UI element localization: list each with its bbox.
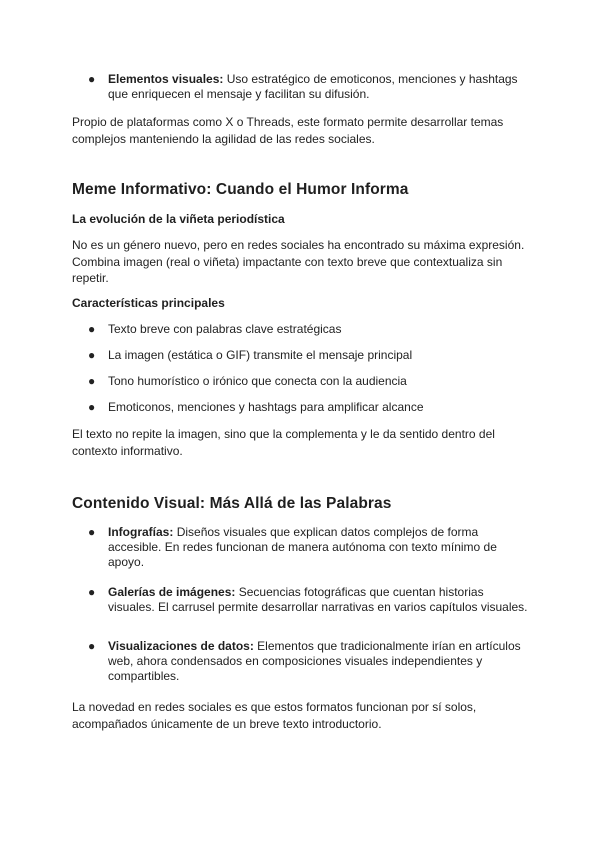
subheading-features: Características principales: [72, 296, 225, 310]
meme-paragraph: No es un género nuevo, pero en redes sociales ha encontrado su máxima expresión. Combina imagen (real o viñeta) impactante con texto breve que contextualiza sin repetir.: [72, 238, 525, 285]
item-label: Infografías:: [108, 525, 174, 539]
bullet-icon: ●: [88, 322, 96, 336]
section-heading-visual: Contenido Visual: Más Allá de las Palabras: [72, 495, 392, 512]
list-item: [72, 348, 532, 363]
visual-formats-list: [72, 525, 532, 684]
visual-closing-paragraph: La novedad en redes sociales es que estos formatos funcionan por sí solos, acompañados únicamente de un breve texto introductorio.: [72, 700, 477, 731]
subheading-evolution: La evolución de la viñeta periodística: [72, 212, 285, 226]
list-item: [72, 639, 532, 684]
bullet-icon: ●: [88, 400, 96, 414]
bullet-icon: ●: [88, 585, 96, 599]
bullet-icon: ●: [88, 374, 96, 388]
list-item: [72, 400, 532, 415]
bullet-icon: ●: [88, 348, 96, 362]
item-label: Galerías de imágenes:: [108, 585, 236, 599]
item-label: Elementos visuales:: [108, 72, 224, 86]
section-heading-meme: Meme Informativo: Cuando el Humor Informa: [72, 181, 409, 198]
item-text: Diseños visuales que explican datos complejos de forma accesible. En redes funcionan de manera autónoma con texto mínimo de apoyo.: [108, 525, 497, 569]
intro-paragraph: Propio de plataformas como X o Threads, este formato permite desarrollar temas complejos manteniendo la agilidad de las redes sociales.: [72, 115, 504, 146]
bullet-icon: ●: [88, 525, 96, 539]
meme-closing-paragraph: El texto no repite la imagen, sino que la complementa y le da sentido dentro del contexto informativo.: [72, 427, 495, 458]
list-item: [72, 374, 532, 389]
item-label: Visualizaciones de datos:: [108, 639, 254, 653]
intro-bullet-list: [72, 72, 532, 102]
item-text: Texto breve con palabras clave estratégicas: [108, 322, 342, 336]
item-text: Emoticonos, menciones y hashtags para amplificar alcance: [108, 400, 424, 414]
item-text: Elementos que tradicionalmente irían en artículos web, ahora condensados en composiciones visuales independientes y compartibles.: [108, 639, 521, 683]
item-text: Secuencias fotográficas que cuentan historias visuales. El carrusel permite desarrollar narrativas en varios capítulos visuales.: [108, 585, 528, 614]
bullet-icon: ●: [88, 639, 96, 653]
item-text: Uso estratégico de emoticonos, menciones y hashtags que enriquecen el mensaje y facilitan su difusión.: [108, 72, 518, 101]
features-list: [72, 322, 532, 415]
list-item: [72, 72, 532, 102]
item-text: Tono humorístico o irónico que conecta con la audiencia: [108, 374, 407, 388]
list-item: [72, 525, 532, 585]
item-text: La imagen (estática o GIF) transmite el mensaje principal: [108, 348, 413, 362]
bullet-icon: ●: [88, 72, 96, 86]
list-item: [72, 585, 532, 639]
list-item: [72, 322, 532, 337]
